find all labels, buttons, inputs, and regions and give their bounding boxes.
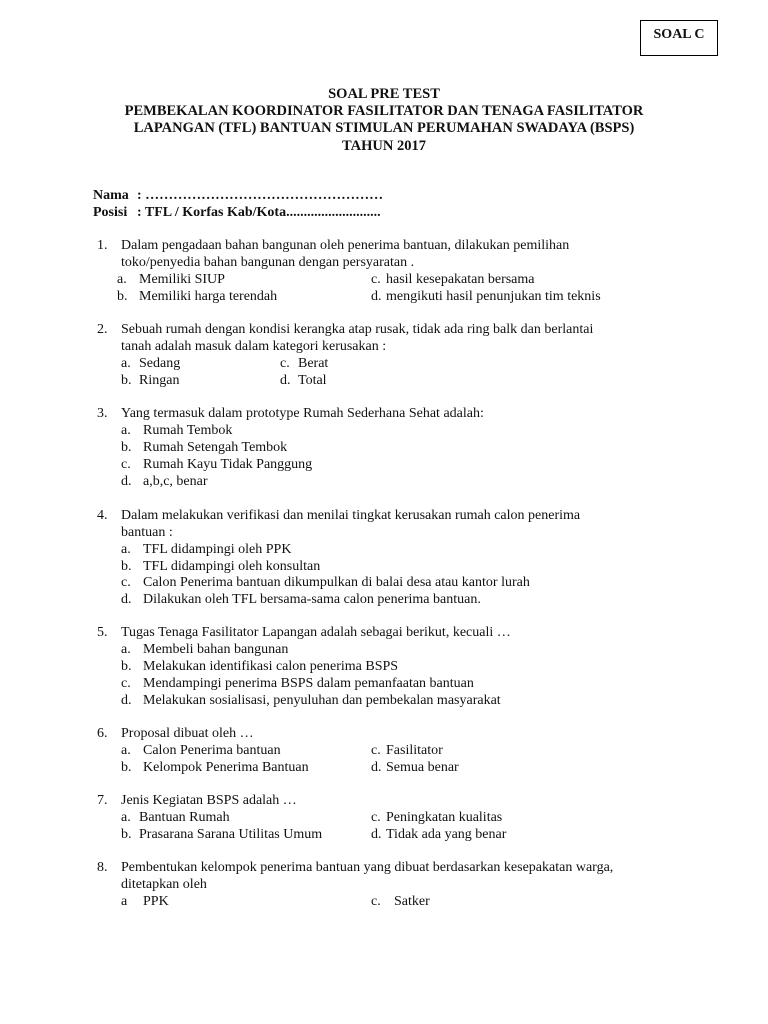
- question-number: 3.: [97, 406, 108, 421]
- option-letter[interactable]: b.: [121, 373, 132, 388]
- option-text[interactable]: TFL didampingi oleh PPK: [143, 542, 292, 557]
- option-letter[interactable]: d.: [280, 373, 291, 388]
- option-letter[interactable]: d.: [371, 827, 382, 842]
- option-text[interactable]: Memiliki SIUP: [139, 272, 225, 287]
- option-letter[interactable]: d.: [121, 592, 132, 607]
- option-text[interactable]: Rumah Kayu Tidak Panggung: [143, 457, 313, 472]
- option-text[interactable]: Total: [298, 373, 327, 388]
- question-text: tanah adalah masuk dalam kategori kerusakan :: [121, 339, 387, 354]
- nama-label: Nama: [93, 188, 129, 203]
- option-text[interactable]: Dilakukan oleh TFL bersama-sama calon penerima bantuan.: [143, 592, 481, 607]
- question-number: 4.: [97, 508, 108, 523]
- question-text: Yang termasuk dalam prototype Rumah Sederhana Sehat adalah:: [121, 406, 484, 421]
- option-letter[interactable]: a.: [121, 356, 131, 371]
- option-letter[interactable]: c.: [121, 457, 131, 472]
- question-text: Pembentukan kelompok penerima bantuan yang dibuat berdasarkan kesepakatan warga,: [121, 860, 614, 875]
- option-text[interactable]: Semua benar: [386, 760, 459, 775]
- option-letter[interactable]: c.: [371, 743, 381, 758]
- question-text: Dalam pengadaan bahan bangunan oleh penerima bantuan, dilakukan pemilihan: [121, 238, 570, 253]
- posisi-field: [93, 205, 381, 221]
- question-number: 8.: [97, 860, 108, 875]
- option-letter[interactable]: a.: [121, 642, 131, 657]
- option-text[interactable]: Calon Penerima bantuan dikumpulkan di balai desa atau kantor lurah: [143, 575, 530, 590]
- option-text[interactable]: Melakukan sosialisasi, penyuluhan dan pembekalan masyarakat: [143, 693, 501, 708]
- doc-title-line-3: LAPANGAN (TFL) BANTUAN STIMULAN PERUMAHAN SWADAYA (BSPS): [133, 120, 635, 136]
- option-text[interactable]: TFL didampingi oleh konsultan: [143, 559, 321, 574]
- option-letter[interactable]: b.: [117, 289, 128, 304]
- option-letter[interactable]: a.: [121, 743, 131, 758]
- question-number: 5.: [97, 625, 108, 640]
- option-text[interactable]: Prasarana Sarana Utilitas Umum: [139, 827, 323, 842]
- question-number: 7.: [97, 793, 108, 808]
- option-text[interactable]: mengikuti hasil penunjukan tim teknis: [386, 289, 601, 304]
- option-letter[interactable]: b.: [121, 559, 132, 574]
- option-letter[interactable]: a.: [121, 423, 131, 438]
- option-letter[interactable]: d.: [121, 474, 132, 489]
- option-text[interactable]: Satker: [394, 894, 430, 909]
- option-text[interactable]: Sedang: [139, 356, 181, 371]
- option-letter[interactable]: d.: [121, 693, 132, 708]
- option-text[interactable]: Bantuan Rumah: [139, 810, 230, 825]
- doc-title-line-2: PEMBEKALAN KOORDINATOR FASILITATOR DAN TENAGA FASILITATOR: [124, 103, 644, 119]
- question-text: Sebuah rumah dengan kondisi kerangka atap rusak, tidak ada ring balk dan berlantai: [121, 322, 594, 337]
- question-number: 1.: [97, 238, 108, 253]
- option-text[interactable]: Rumah Tembok: [143, 423, 233, 438]
- option-letter[interactable]: a.: [117, 272, 127, 287]
- soal-label-box: SOAL C: [640, 20, 718, 56]
- option-letter[interactable]: b.: [121, 760, 132, 775]
- option-text[interactable]: Fasilitator: [386, 743, 443, 758]
- option-letter[interactable]: c.: [371, 894, 381, 909]
- option-text[interactable]: PPK: [143, 894, 169, 909]
- option-text[interactable]: Peningkatan kualitas: [386, 810, 503, 825]
- option-letter[interactable]: c.: [121, 575, 131, 590]
- nama-value[interactable]: : ……………………………………………: [137, 188, 384, 203]
- option-letter[interactable]: d.: [371, 760, 382, 775]
- nama-field: [93, 188, 383, 204]
- option-text[interactable]: Membeli bahan bangunan: [143, 642, 289, 657]
- option-letter[interactable]: c.: [121, 676, 131, 691]
- option-text[interactable]: Tidak ada yang benar: [386, 827, 507, 842]
- question-text: bantuan :: [121, 525, 173, 540]
- option-text[interactable]: Memiliki harga terendah: [139, 289, 278, 304]
- option-text[interactable]: hasil kesepakatan bersama: [386, 272, 535, 287]
- question-number: 2.: [97, 322, 108, 337]
- option-letter[interactable]: a.: [121, 810, 131, 825]
- question-number: 6.: [97, 726, 108, 741]
- option-letter[interactable]: d.: [371, 289, 382, 304]
- option-letter[interactable]: b.: [121, 827, 132, 842]
- option-letter[interactable]: a.: [121, 542, 131, 557]
- question-text: toko/penyedia bahan bangunan dengan persyaratan .: [121, 255, 415, 270]
- option-text[interactable]: a,b,c, benar: [143, 474, 208, 489]
- option-text[interactable]: Melakukan identifikasi calon penerima BSPS: [143, 659, 399, 674]
- option-text[interactable]: Ringan: [139, 373, 180, 388]
- question-text: Tugas Tenaga Fasilitator Lapangan adalah sebagai berikut, kecuali …: [121, 625, 511, 640]
- posisi-label: Posisi: [93, 205, 128, 220]
- option-letter[interactable]: a: [121, 894, 128, 909]
- option-letter[interactable]: b.: [121, 440, 132, 455]
- question-text: Dalam melakukan verifikasi dan menilai tingkat kerusakan rumah calon penerima: [121, 508, 581, 523]
- posisi-value[interactable]: : TFL / Korfas Kab/Kota...........................: [137, 205, 381, 220]
- question-text: Jenis Kegiatan BSPS adalah …: [121, 793, 297, 808]
- option-letter[interactable]: c.: [280, 356, 290, 371]
- option-letter[interactable]: c.: [371, 810, 381, 825]
- option-text[interactable]: Rumah Setengah Tembok: [143, 440, 288, 455]
- option-text[interactable]: Kelompok Penerima Bantuan: [143, 760, 309, 775]
- option-text[interactable]: Berat: [298, 356, 329, 371]
- option-letter[interactable]: b.: [121, 659, 132, 674]
- option-text[interactable]: Mendampingi penerima BSPS dalam pemanfaatan bantuan: [143, 676, 474, 691]
- option-text[interactable]: Calon Penerima bantuan: [143, 743, 281, 758]
- doc-title-line-1: SOAL PRE TEST: [328, 86, 440, 102]
- option-letter[interactable]: c.: [371, 272, 381, 287]
- doc-title-line-4: TAHUN 2017: [342, 138, 426, 154]
- question-text: Proposal dibuat oleh …: [121, 726, 254, 741]
- question-text: ditetapkan oleh: [121, 877, 207, 892]
